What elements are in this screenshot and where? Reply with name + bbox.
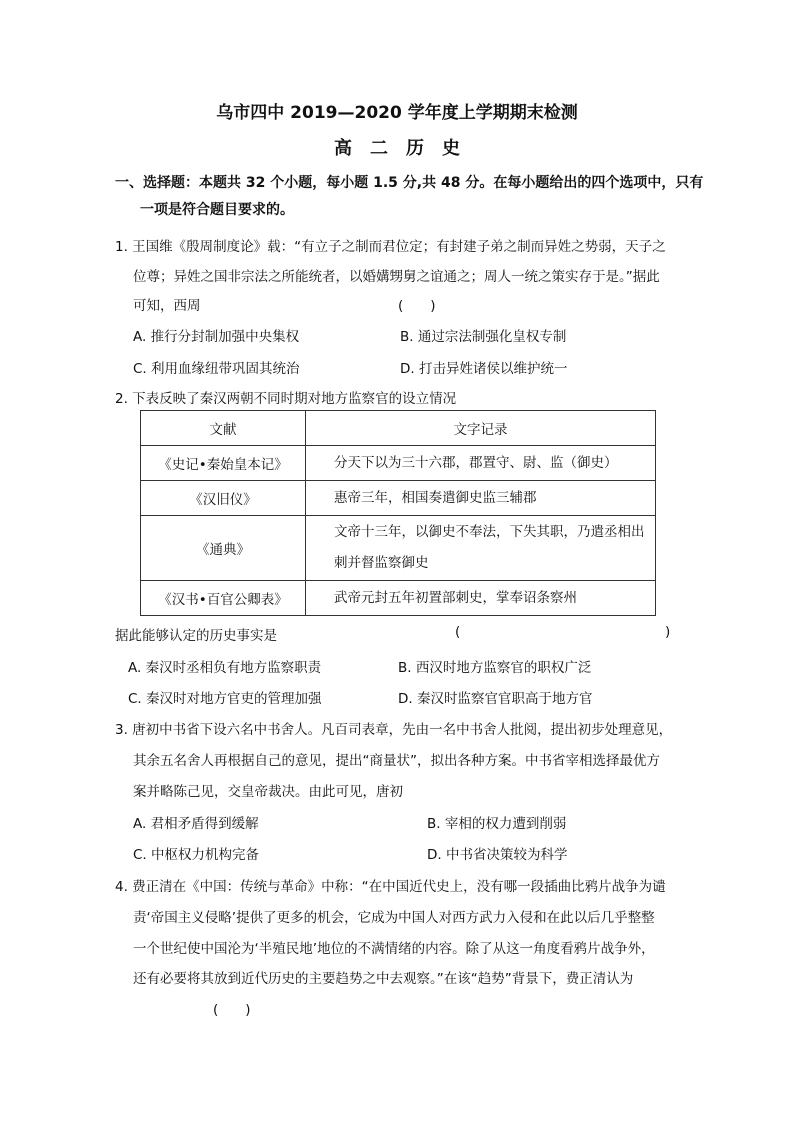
q2-stem: 2. 下表反映了秦汉两朝不同时期对地方监察官的设立情况 [115, 391, 457, 407]
table-row [141, 581, 656, 616]
table-cell-doc: 《汉旧仪》 [141, 481, 306, 516]
subject-title: 高 二 历 史 [334, 138, 460, 159]
q1-option-a: A. 推行分封制加强中央集权 [133, 329, 300, 345]
table-cell-record [306, 446, 656, 481]
q2-option-a: A. 秦汉时丞相负有地方监察职责 [128, 660, 322, 676]
q3-option-c: C. 中枢权力机构完备 [133, 847, 260, 863]
table-cell-record [306, 581, 656, 616]
q1-stem-line2: 位尊；异姓之国非宗法之所能统者，以婚媾甥舅之谊通之；周人一统之策实存于是。”据此 [133, 269, 660, 285]
q3-stem-line2: 其余五名舍人再根据自己的意见，提出“商量状”，拟出各种方案。中书省宰相选择最优方 [133, 753, 660, 769]
q3-stem-line1: 3. 唐初中书省下设六名中书舍人。凡百司表章，先由一名中书舍人批阅，提出初步处理意见， [115, 722, 673, 738]
table-header-doc: 文献 [141, 411, 306, 446]
q1-stem-line3: 可知，西周 [133, 298, 201, 314]
table-row [141, 481, 656, 516]
table-cell-record [306, 516, 656, 581]
q2-paren-open: ( [455, 624, 461, 640]
table-cell-text: 武帝元封五年初置部刺史，掌奉诏条察州 [334, 589, 577, 606]
table-cell-text: 分天下以为三十六郡，郡置守、尉、监（御史） [334, 454, 618, 471]
table-row [141, 446, 656, 481]
q1-answer-paren: ( ) [398, 298, 436, 314]
q2-option-b: B. 西汉时地方监察官的职权广泛 [398, 660, 592, 676]
section-heading-line2: 一项是符合题目要求的。 [140, 202, 294, 218]
q2-paren-close: ) [665, 624, 671, 640]
q4-stem-line1: 4. 费正清在《中国：传统与革命》中称：“在中国近代史上，没有哪一段插曲比鸦片战争为谴 [115, 879, 666, 895]
table-header-row [141, 411, 656, 446]
q3-option-d: D. 中书省决策较为科学 [427, 847, 568, 863]
q2-option-d: D. 秦汉时监察官官职高于地方官 [398, 691, 593, 707]
q3-option-b: B. 宰相的权力遭到削弱 [427, 816, 567, 832]
table-header-record: 文字记录 [306, 411, 656, 446]
q2-option-c: C. 秦汉时对地方官吏的管理加强 [128, 691, 322, 707]
q1-option-b: B. 通过宗法制强化皇权专制 [400, 329, 567, 345]
q3-option-a: A. 君相矛盾得到缓解 [133, 816, 259, 832]
table-cell-text: 文帝十三年，以御史不奉法，下失其职，乃遣丞相出 [334, 524, 645, 540]
q2-after-text: 据此能够认定的历史事实是 [115, 628, 277, 644]
q1-stem-line1: 1. 王国维《殷周制度论》载：“有立子之制而君位定；有封建子弟之制而异姓之势弱，天子之 [115, 239, 666, 255]
q4-answer-paren: ( ) [213, 1002, 251, 1018]
q4-stem-line2: 责‘帝国主义侵略’提供了更多的机会，它成为中国人对西方武力入侵和在此以后几乎整整 [133, 910, 655, 926]
q1-option-d: D. 打击异姓诸侯以维护统一 [400, 361, 568, 377]
q1-option-c: C. 利用血缘纽带巩固其统治 [133, 361, 300, 377]
q2-table [140, 410, 656, 616]
table-cell-text-cont: 刺并督监察御史 [334, 555, 429, 571]
table-cell-doc: 《史记•秦始皇本记》 [141, 446, 306, 481]
q3-stem-line3: 案并略陈己见，交皇帝裁决。由此可见，唐初 [133, 784, 403, 800]
table-cell-record [306, 481, 656, 516]
table-row [141, 516, 656, 581]
table-cell-doc: 《通典》 [141, 516, 306, 581]
q4-stem-line4: 还有必要将其放到近代历史的主要趋势之中去观察。”在该“趋势”背景下，费正清认为 [133, 971, 634, 987]
q4-stem-line3: 一个世纪使中国沦为‘半殖民地’地位的不满情绪的内容。除了从这一角度看鸦片战争外， [133, 941, 655, 957]
table-cell-text: 惠帝三年，相国奏遣御史监三辅郡 [334, 489, 537, 506]
table-cell-doc: 《汉书•百官公卿表》 [141, 581, 306, 616]
section-heading-line1: 一、选择题：本题共 32 个小题，每小题 1.5 分,共 48 分。在每小题给出的四个选项中，只有 [115, 175, 704, 191]
exam-title: 乌市四中 2019—2020 学年度上学期期末检测 [216, 103, 578, 123]
